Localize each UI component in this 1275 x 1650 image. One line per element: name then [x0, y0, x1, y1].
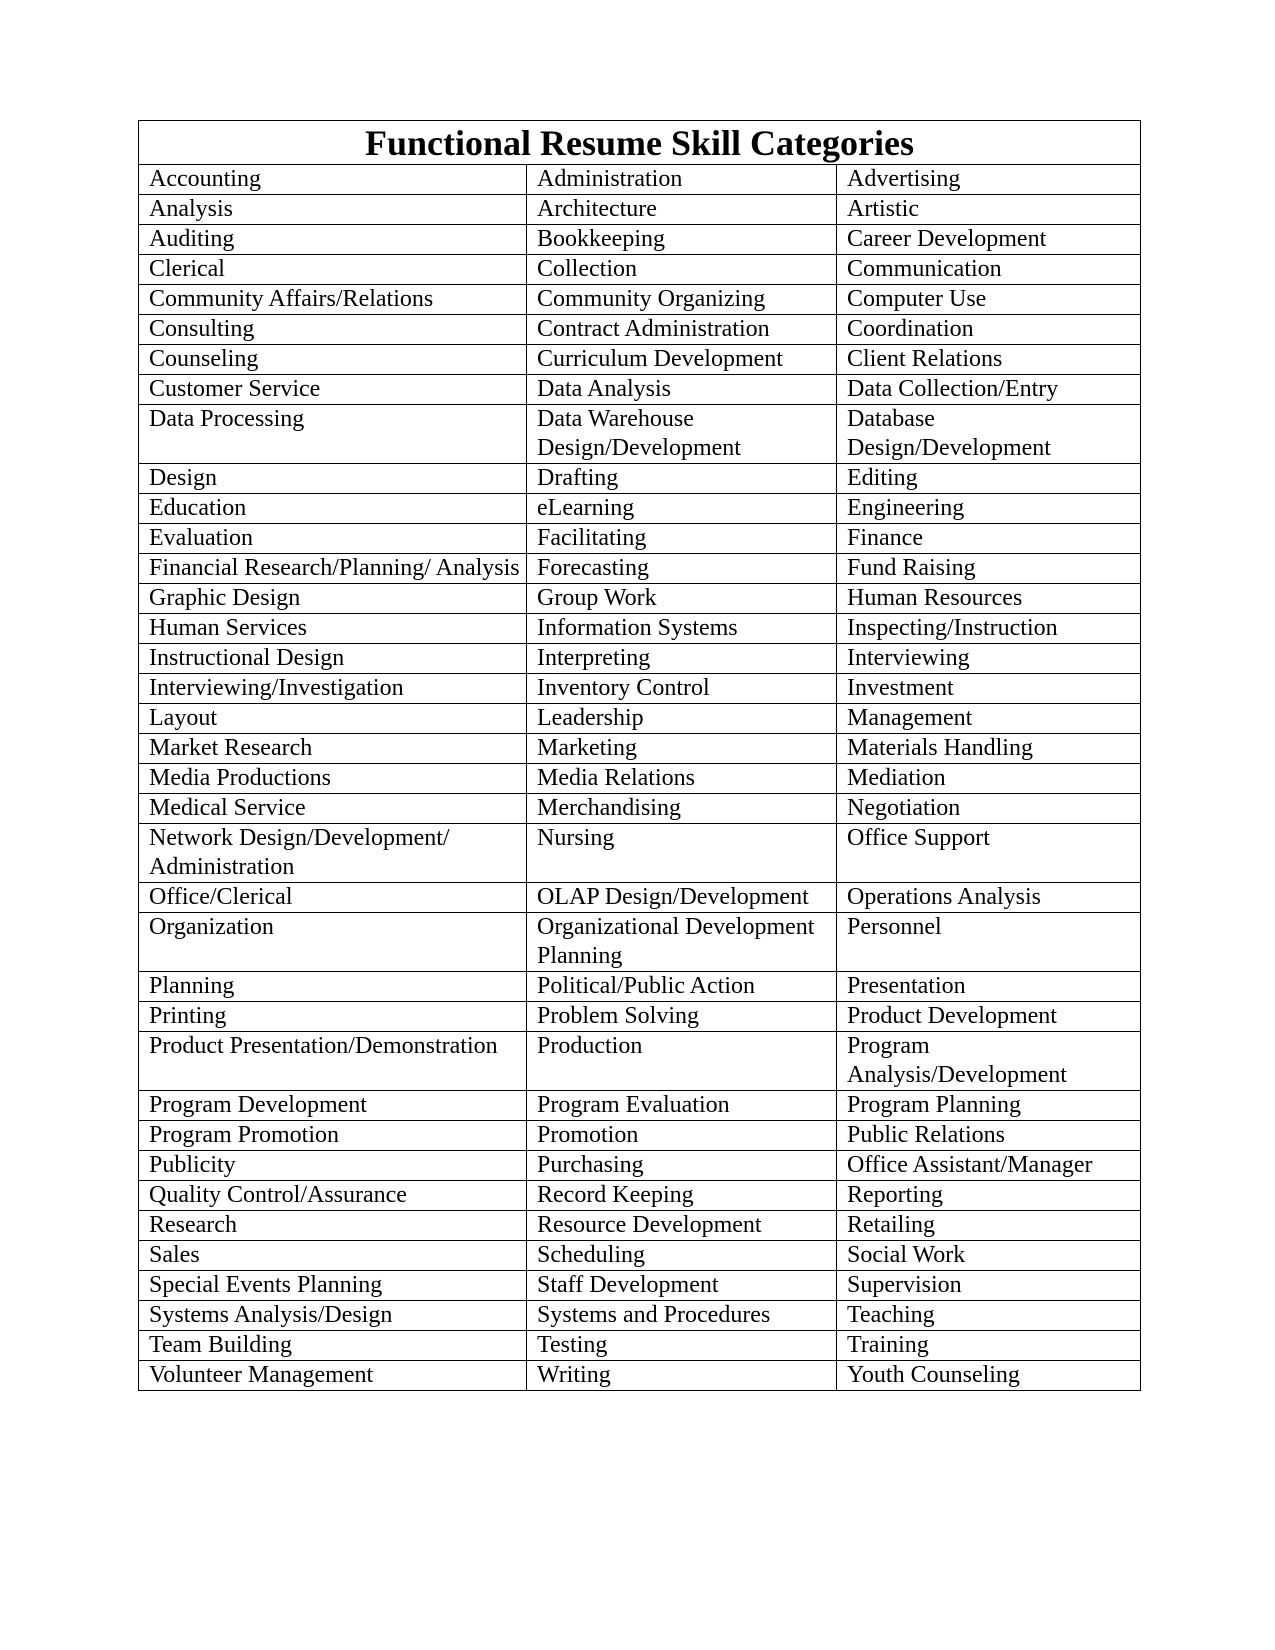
skill-cell: Retailing	[837, 1211, 1141, 1241]
table-row	[139, 375, 1141, 405]
table-row	[139, 285, 1141, 315]
skill-cell: Political/Public Action	[527, 972, 837, 1002]
skill-cell: Program Development	[139, 1091, 527, 1121]
skill-cell: Research	[139, 1211, 527, 1241]
skill-cell: Marketing	[527, 734, 837, 764]
table-row	[139, 255, 1141, 285]
skill-cell: Engineering	[837, 494, 1141, 524]
table-row	[139, 734, 1141, 764]
table-row	[139, 554, 1141, 584]
skill-cell: Administration	[527, 165, 837, 195]
skill-cell: Interviewing/Investigation	[139, 674, 527, 704]
page-title: Functional Resume Skill Categories	[139, 121, 1141, 165]
skill-cell: Operations Analysis	[837, 883, 1141, 913]
table-row	[139, 824, 1141, 883]
skill-cell: Reporting	[837, 1181, 1141, 1211]
skill-cell: Facilitating	[527, 524, 837, 554]
skill-cell: Program Analysis/Development	[837, 1032, 1141, 1091]
skill-cell: Inspecting/Instruction	[837, 614, 1141, 644]
skill-cell: Artistic	[837, 195, 1141, 225]
table-row	[139, 972, 1141, 1002]
skill-cell: Consulting	[139, 315, 527, 345]
skill-cell: Quality Control/Assurance	[139, 1181, 527, 1211]
skill-cell: Testing	[527, 1331, 837, 1361]
skill-cell: Coordination	[837, 315, 1141, 345]
table-row	[139, 1331, 1141, 1361]
skill-cell: Scheduling	[527, 1241, 837, 1271]
table-row	[139, 345, 1141, 375]
skill-cell: Training	[837, 1331, 1141, 1361]
skill-cell: Production	[527, 1032, 837, 1091]
skill-cell: Information Systems	[527, 614, 837, 644]
skill-cell: Contract Administration	[527, 315, 837, 345]
skill-cell: Resource Development	[527, 1211, 837, 1241]
table-row	[139, 1121, 1141, 1151]
skill-cell: Data Processing	[139, 405, 527, 464]
skill-cell: Community Affairs/Relations	[139, 285, 527, 315]
skill-cell: Medical Service	[139, 794, 527, 824]
skill-cell: Printing	[139, 1002, 527, 1032]
skill-cell: Leadership	[527, 704, 837, 734]
skill-cell: Product Development	[837, 1002, 1141, 1032]
skill-cell: Career Development	[837, 225, 1141, 255]
table-row	[139, 1032, 1141, 1091]
skill-cell: Systems and Procedures	[527, 1301, 837, 1331]
skill-cell: Data Warehouse Design/Development	[527, 405, 837, 464]
skill-cell: Product Presentation/Demonstration	[139, 1032, 527, 1091]
skill-cell: Communication	[837, 255, 1141, 285]
skill-cell: Record Keeping	[527, 1181, 837, 1211]
skill-cell: Collection	[527, 255, 837, 285]
skill-cell: Media Relations	[527, 764, 837, 794]
skill-cell: Curriculum Development	[527, 345, 837, 375]
skill-cell: Mediation	[837, 764, 1141, 794]
table-row	[139, 1181, 1141, 1211]
skill-cell: Program Evaluation	[527, 1091, 837, 1121]
table-row	[139, 405, 1141, 464]
skill-cell: Systems Analysis/Design	[139, 1301, 527, 1331]
skill-cell: Market Research	[139, 734, 527, 764]
skill-cell: Counseling	[139, 345, 527, 375]
table-row	[139, 674, 1141, 704]
table-row	[139, 464, 1141, 494]
table-row	[139, 704, 1141, 734]
table-row	[139, 165, 1141, 195]
table-row	[139, 195, 1141, 225]
table-row	[139, 1002, 1141, 1032]
skill-cell: Nursing	[527, 824, 837, 883]
skill-cell: Clerical	[139, 255, 527, 285]
skill-cell: Auditing	[139, 225, 527, 255]
table-row	[139, 764, 1141, 794]
skill-cell: Human Services	[139, 614, 527, 644]
skill-cell: Accounting	[139, 165, 527, 195]
skill-cell: Volunteer Management	[139, 1361, 527, 1391]
skill-cell: Writing	[527, 1361, 837, 1391]
skill-cell: Promotion	[527, 1121, 837, 1151]
table-row	[139, 1301, 1141, 1331]
skill-cell: Materials Handling	[837, 734, 1141, 764]
skill-cell: Financial Research/Planning/ Analysis	[139, 554, 527, 584]
skill-cell: Publicity	[139, 1151, 527, 1181]
skill-categories-table	[138, 120, 1141, 1391]
table-row	[139, 1151, 1141, 1181]
skill-cell: Negotiation	[837, 794, 1141, 824]
table-row	[139, 1241, 1141, 1271]
skill-cell: Media Productions	[139, 764, 527, 794]
table-row	[139, 524, 1141, 554]
skill-cell: Human Resources	[837, 584, 1141, 614]
skill-cell: Interviewing	[837, 644, 1141, 674]
skill-cell: Editing	[837, 464, 1141, 494]
skill-cell: Merchandising	[527, 794, 837, 824]
table-row	[139, 1361, 1141, 1391]
skill-cell: OLAP Design/Development	[527, 883, 837, 913]
skill-cell: Presentation	[837, 972, 1141, 1002]
skill-cell: Analysis	[139, 195, 527, 225]
skill-cell: Teaching	[837, 1301, 1141, 1331]
skill-cell: Advertising	[837, 165, 1141, 195]
skill-cell: Purchasing	[527, 1151, 837, 1181]
skill-cell: Database Design/Development	[837, 405, 1141, 464]
skill-cell: Youth Counseling	[837, 1361, 1141, 1391]
skill-cell: Community Organizing	[527, 285, 837, 315]
skill-cell: Data Collection/Entry	[837, 375, 1141, 405]
skill-cell: Forecasting	[527, 554, 837, 584]
table-row	[139, 614, 1141, 644]
skill-cell: Group Work	[527, 584, 837, 614]
skill-cell: Program Planning	[837, 1091, 1141, 1121]
skill-cell: Planning	[139, 972, 527, 1002]
skill-cell: Management	[837, 704, 1141, 734]
skill-cell: Design	[139, 464, 527, 494]
skill-cell: Supervision	[837, 1271, 1141, 1301]
skill-cell: Staff Development	[527, 1271, 837, 1301]
skill-cell: Office Assistant/Manager	[837, 1151, 1141, 1181]
skill-cell: Public Relations	[837, 1121, 1141, 1151]
skill-cell: Special Events Planning	[139, 1271, 527, 1301]
skill-cell: Drafting	[527, 464, 837, 494]
table-row	[139, 1091, 1141, 1121]
skill-cell: Client Relations	[837, 345, 1141, 375]
table-row	[139, 913, 1141, 972]
skill-cell: Inventory Control	[527, 674, 837, 704]
skill-cell: Investment	[837, 674, 1141, 704]
table-row	[139, 584, 1141, 614]
skill-cell: Interpreting	[527, 644, 837, 674]
skill-cell: Team Building	[139, 1331, 527, 1361]
skill-cell: Social Work	[837, 1241, 1141, 1271]
skill-cell: Program Promotion	[139, 1121, 527, 1151]
skill-categories-body	[139, 165, 1141, 1391]
table-row	[139, 315, 1141, 345]
skill-cell: Evaluation	[139, 524, 527, 554]
table-row	[139, 494, 1141, 524]
skill-cell: Bookkeeping	[527, 225, 837, 255]
skill-cell: Network Design/Development/ Administration	[139, 824, 527, 883]
skill-cell: Layout	[139, 704, 527, 734]
skill-cell: eLearning	[527, 494, 837, 524]
table-row	[139, 1271, 1141, 1301]
skill-cell: Organization	[139, 913, 527, 972]
skill-cell: Organizational Development Planning	[527, 913, 837, 972]
skill-cell: Computer Use	[837, 285, 1141, 315]
table-row	[139, 1211, 1141, 1241]
skill-cell: Personnel	[837, 913, 1141, 972]
skill-cell: Finance	[837, 524, 1141, 554]
table-row	[139, 644, 1141, 674]
skill-cell: Sales	[139, 1241, 527, 1271]
table-row	[139, 225, 1141, 255]
skill-cell: Graphic Design	[139, 584, 527, 614]
skill-cell: Problem Solving	[527, 1002, 837, 1032]
skill-cell: Education	[139, 494, 527, 524]
skill-cell: Office/Clerical	[139, 883, 527, 913]
skill-cell: Instructional Design	[139, 644, 527, 674]
skill-cell: Data Analysis	[527, 375, 837, 405]
skill-cell: Fund Raising	[837, 554, 1141, 584]
skill-cell: Architecture	[527, 195, 837, 225]
table-row	[139, 794, 1141, 824]
table-title-row	[139, 121, 1141, 165]
table-row	[139, 883, 1141, 913]
skill-cell: Customer Service	[139, 375, 527, 405]
skill-cell: Office Support	[837, 824, 1141, 883]
